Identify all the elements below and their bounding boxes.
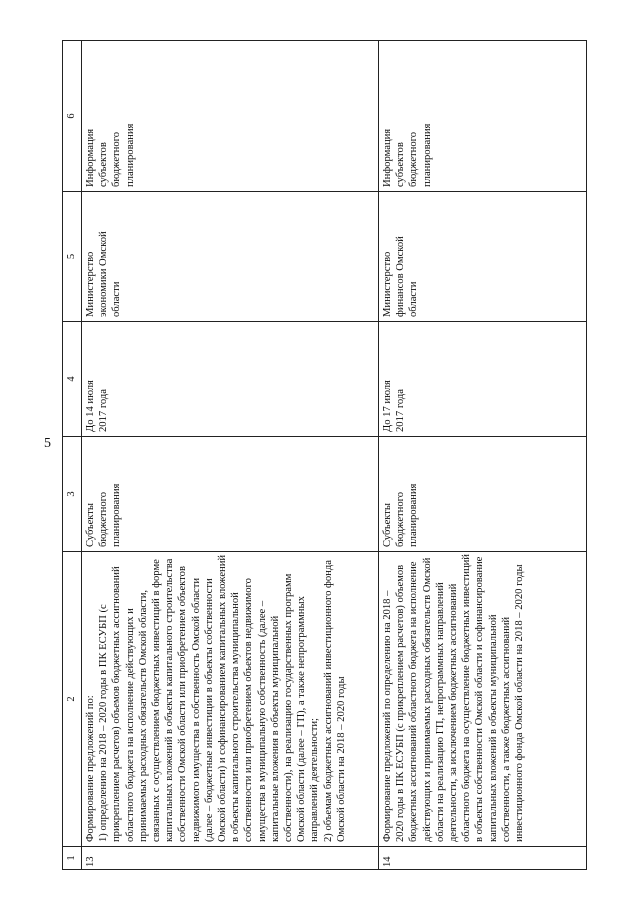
cell-line: субъектов: [395, 142, 407, 187]
row-number: 13: [82, 847, 379, 870]
plan-table: [62, 40, 587, 870]
plan-table-rotated: [62, 40, 587, 870]
cell-line: Министерство: [85, 251, 96, 317]
cell-line: планирования: [111, 483, 123, 547]
row-executor: [379, 437, 587, 552]
cell-line: собственности Омской области или приобретением объектов: [177, 566, 189, 842]
cell-line: Информация: [85, 128, 96, 187]
header-col-4: 4: [63, 322, 82, 437]
row-deadline: [82, 322, 379, 437]
cell-line: бюджетного: [408, 131, 420, 187]
cell-line: имущества в муниципальную собственность (далее –: [256, 600, 268, 842]
cell-line: 2017 года: [98, 388, 110, 432]
cell-line: направлений деятельности;: [309, 718, 321, 842]
cell-line: прикреплением расчетов) объемов бюджетных ассигнований: [111, 566, 123, 842]
cell-line: Омской области на 2018 – 2020 годы: [335, 676, 347, 842]
row-recipient: [379, 192, 587, 322]
cell-line: областного бюджета на исполнение действующих и: [124, 608, 136, 842]
cell-line: До 14 июля: [85, 380, 96, 432]
cell-line: (далее – бюджетные инвестиции в объекты собственности: [203, 578, 215, 842]
cell-line: Субъекты: [85, 502, 96, 547]
table-header-row: [63, 41, 82, 870]
row-description: [82, 552, 379, 847]
cell-line: планирования: [421, 123, 433, 187]
cell-line: Омской области (далее – ГП), а также непрограммных: [296, 596, 308, 842]
table-row: [379, 41, 587, 870]
row-result: [82, 41, 379, 192]
cell-line: Омской области) и софинансированием капитальных вложений: [217, 554, 229, 842]
cell-line: Министерство: [382, 251, 393, 317]
cell-line: капитальных вложений в объекты капитального строительства: [164, 558, 176, 842]
page-number: 5: [44, 436, 51, 451]
row-recipient: [82, 192, 379, 322]
cell-line: 2017 года: [395, 388, 407, 432]
cell-line: планирования: [408, 483, 420, 547]
header-col-3: 3: [63, 437, 82, 552]
cell-line: планирования: [124, 123, 136, 187]
header-col-1: 1: [63, 847, 82, 870]
cell-line: в объекты собственности Омской области и софинансирование: [474, 556, 486, 842]
cell-line: собственности, а также бюджетных ассигнований: [500, 616, 512, 842]
cell-line: области: [408, 281, 420, 317]
row-executor: [82, 437, 379, 552]
cell-line: экономики Омской: [98, 231, 110, 317]
row-description: [379, 552, 587, 847]
cell-line: бюджетных ассигнований областного бюджета на исполнение: [408, 561, 420, 842]
cell-line: бюджетного: [98, 491, 110, 547]
cell-line: 1) определению на 2018 – 2020 годы в ПК ЕСУБП (с: [98, 604, 110, 842]
cell-line: области на реализацию ГП, непрограммных направлений: [434, 582, 446, 842]
cell-line: 2020 годы в ПК ЕСУБП (с прикреплением расчетов) объемов: [395, 564, 407, 842]
cell-line: Субъекты: [382, 502, 393, 547]
cell-line: До 17 июля: [382, 380, 393, 432]
cell-line: собственности или приобретением объектов недвижимого: [243, 578, 255, 842]
header-col-5: 5: [63, 192, 82, 322]
row-deadline: [379, 322, 587, 437]
row-result: [379, 41, 587, 192]
cell-line: бюджетного: [111, 131, 123, 187]
header-col-6: 6: [63, 41, 82, 192]
cell-line: капитальные вложения в объекты муниципальной: [269, 615, 281, 842]
cell-line: в объекты капитального строительства муниципальной: [230, 592, 242, 842]
cell-line: 2) объемам бюджетных ассигнований инвестиционного фонда: [322, 560, 334, 842]
header-col-2: 2: [63, 552, 82, 847]
cell-line: капитальных вложений в объекты муниципальной: [487, 614, 499, 842]
cell-line: собственности), на реализацию государственных программ: [283, 573, 295, 842]
cell-line: Формирование предложений по:: [85, 695, 96, 842]
cell-line: инвестиционного фонда Омской области на 2018 – 2020 годы: [514, 564, 526, 842]
table-row: [82, 41, 379, 870]
cell-line: областного бюджета на осуществление бюджетных инвестиций: [461, 554, 473, 842]
cell-line: Информация: [382, 128, 393, 187]
cell-line: недвижимого имущества в собственность Омской области: [190, 577, 202, 842]
cell-line: принимаемых расходных обязательств Омской области,: [137, 589, 149, 842]
cell-line: области: [111, 281, 123, 317]
cell-line: бюджетного: [395, 491, 407, 547]
cell-line: связанных с осуществлением бюджетных инвестиций в форме: [151, 559, 163, 842]
cell-line: финансов Омской: [395, 236, 407, 317]
cell-line: субъектов: [98, 142, 110, 187]
row-number: 14: [379, 847, 587, 870]
cell-line: деятельности, за исключением бюджетных ассигнований: [448, 583, 460, 842]
cell-line: действующих и принимаемых расходных обязательств Омской: [421, 557, 433, 842]
cell-line: Формирование предложений по определению на 2018 –: [382, 590, 393, 842]
